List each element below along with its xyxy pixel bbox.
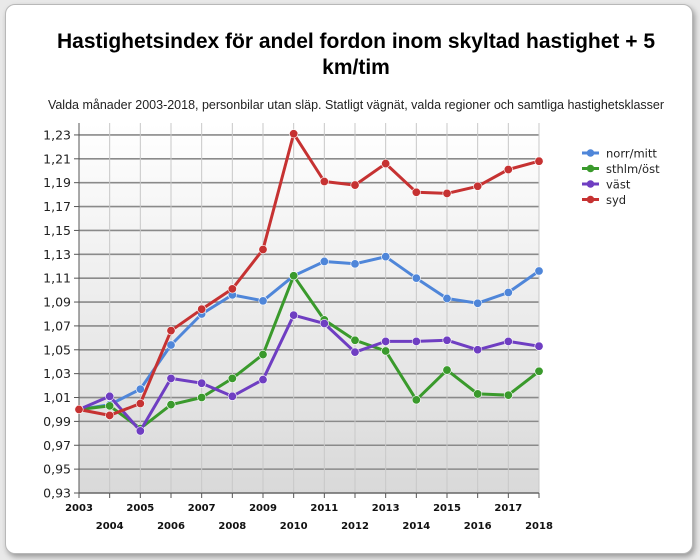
data-point (289, 130, 297, 138)
data-point (504, 337, 512, 345)
data-point (197, 393, 205, 401)
y-tick-label: 1,15 (43, 222, 71, 238)
x-tick-label: 2009 (249, 503, 277, 514)
x-tick-label: 2010 (279, 521, 308, 532)
legend-label: väst (606, 177, 631, 192)
legend-swatch-marker (587, 180, 595, 188)
data-point (504, 288, 512, 296)
data-point (535, 342, 543, 350)
legend-label: syd (606, 193, 627, 207)
x-tick-label: 2008 (218, 521, 247, 532)
data-point (412, 274, 420, 282)
data-point (381, 159, 389, 167)
data-point (167, 400, 175, 408)
data-point (105, 411, 113, 419)
data-point (412, 188, 420, 196)
data-point (289, 311, 297, 319)
data-point (351, 260, 359, 268)
data-point (320, 177, 328, 185)
data-point (412, 396, 420, 404)
data-point (320, 319, 328, 327)
data-point (381, 347, 389, 355)
chart-subtitle: Valda månader 2003-2018, personbilar utan släp. Statligt vägnät, valda regioner och samtliga hastighetsklasser (47, 98, 665, 112)
y-tick-label: 1,05 (43, 342, 71, 358)
data-point (351, 348, 359, 356)
data-point (228, 392, 236, 400)
data-point (412, 337, 420, 345)
data-point (381, 337, 389, 345)
data-point (197, 379, 205, 387)
data-point (136, 385, 144, 393)
y-tick-label: 0,99 (43, 413, 71, 429)
legend-swatch-marker (587, 196, 595, 204)
x-tick-label: 2018 (525, 521, 553, 532)
data-point (443, 294, 451, 302)
y-tick-label: 1,23 (43, 127, 71, 143)
data-point (504, 391, 512, 399)
y-tick-label: 1,13 (43, 246, 71, 262)
y-tick-label: 1,17 (43, 199, 71, 215)
x-tick-label: 2005 (126, 503, 155, 514)
x-tick-label: 2013 (371, 503, 400, 514)
plot-area (79, 123, 539, 493)
data-point (473, 182, 481, 190)
legend-item (582, 178, 631, 192)
data-point (259, 297, 267, 305)
data-point (351, 181, 359, 189)
data-point (75, 405, 83, 413)
data-point (136, 427, 144, 435)
legend-item (582, 162, 660, 176)
data-point (443, 336, 451, 344)
data-point (167, 374, 175, 382)
data-point (105, 402, 113, 410)
chart-title: Hastighetsindex för andel fordon inom skyltad hastighet + 5 km/tim (56, 30, 656, 79)
data-point (259, 375, 267, 383)
y-tick-label: 1,21 (43, 151, 71, 167)
data-point (167, 326, 175, 334)
legend-swatch-marker (587, 165, 595, 173)
data-point (443, 189, 451, 197)
data-point (473, 346, 481, 354)
y-tick-label: 0,97 (43, 437, 71, 453)
x-tick-label: 2007 (187, 503, 216, 514)
data-point (228, 374, 236, 382)
data-point (228, 285, 236, 293)
data-point (535, 367, 543, 375)
data-point (535, 157, 543, 165)
y-tick-label: 0,95 (43, 461, 71, 477)
y-tick-label: 1,03 (43, 366, 71, 382)
y-tick-label: 1,19 (43, 175, 71, 191)
data-point (320, 257, 328, 265)
legend-label: norr/mitt (606, 146, 657, 161)
data-point (443, 366, 451, 374)
legend-item (582, 147, 657, 161)
data-point (136, 399, 144, 407)
y-tick-label: 1,01 (43, 390, 71, 406)
x-tick-label: 2012 (341, 521, 369, 532)
data-point (289, 272, 297, 280)
x-tick-label: 2016 (463, 521, 492, 532)
y-tick-label: 1,07 (43, 318, 71, 334)
x-tick-label: 2003 (65, 503, 93, 514)
legend-item (582, 193, 626, 207)
data-point (105, 392, 113, 400)
data-point (351, 336, 359, 344)
x-tick-label: 2006 (157, 521, 185, 532)
x-tick-label: 2011 (310, 503, 339, 514)
data-point (167, 341, 175, 349)
data-point (504, 165, 512, 173)
data-point (197, 305, 205, 313)
y-tick-label: 1,11 (43, 270, 71, 286)
legend-swatch-marker (587, 149, 595, 157)
data-point (259, 350, 267, 358)
data-point (535, 267, 543, 275)
y-tick-label: 1,09 (43, 294, 71, 310)
x-tick-label: 2004 (95, 521, 124, 532)
data-point (473, 299, 481, 307)
data-point (259, 245, 267, 253)
x-tick-label: 2014 (402, 521, 431, 532)
data-point (473, 390, 481, 398)
y-tick-label: 0,93 (43, 485, 71, 501)
data-point (381, 252, 389, 260)
legend-label: sthlm/öst (606, 162, 660, 176)
x-tick-label: 2017 (494, 503, 523, 514)
x-tick-label: 2015 (433, 503, 461, 514)
